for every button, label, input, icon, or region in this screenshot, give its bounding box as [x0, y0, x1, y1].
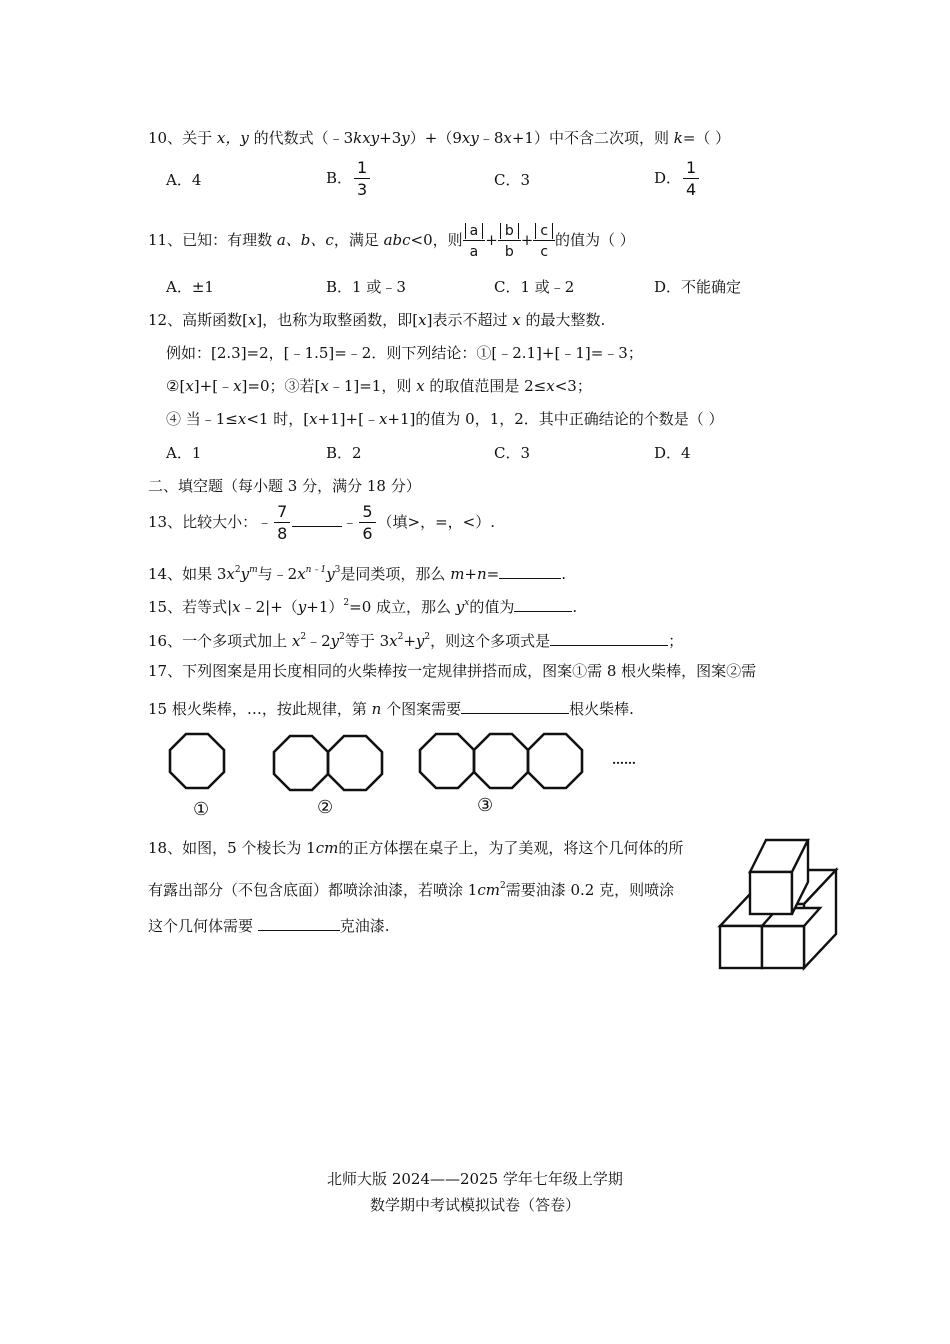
q11-text: 的值为（ ）	[555, 231, 635, 249]
var-x: x	[232, 598, 241, 616]
q10-text: =（ ）	[682, 129, 731, 147]
q18-answer-blank[interactable]	[258, 914, 340, 931]
pattern-label-2: ②	[317, 797, 334, 818]
question-17-line-1: 17、下列图案是用长度相同的火柴棒按一定规律拼搭而成，图案①需 8 根火柴棒，图案②需	[148, 662, 757, 680]
fraction-numerator: 1	[354, 160, 370, 179]
q16-text: 等于 3	[344, 632, 390, 650]
q16-text: ，则这个多项式是	[430, 632, 551, 650]
exponent: 2	[424, 632, 431, 642]
q11-vars: a、b、c	[276, 231, 334, 249]
var-x: x	[546, 377, 555, 395]
option-label: D．	[654, 169, 682, 187]
q10-option-b	[326, 160, 372, 198]
q12-text: <3；	[554, 377, 592, 395]
cube-front-right	[762, 926, 804, 968]
q12-text: 12、高斯函数[	[148, 311, 248, 329]
q10-option-d	[654, 160, 701, 198]
pattern-label-3: ③	[477, 795, 494, 816]
question-11	[148, 218, 635, 262]
exponent: 2	[339, 632, 345, 642]
fraction-denominator: 8	[277, 524, 288, 543]
q15-text: ﹣2|+（	[240, 598, 298, 616]
question-18-line-3	[148, 914, 390, 936]
q15-text: .	[572, 598, 578, 616]
q10-text: ）+（9	[409, 129, 462, 147]
q11-option-c: C．1 或﹣2	[494, 278, 575, 296]
q12-text: <1 时，[	[246, 410, 310, 428]
fraction-numerator: 1	[683, 160, 699, 179]
fraction-denominator: c	[540, 243, 549, 260]
q10-term: xy	[461, 129, 479, 147]
fraction-5-6	[359, 504, 375, 542]
var-x: x	[320, 377, 329, 395]
var-y: y	[330, 632, 340, 650]
exponent: 2	[300, 632, 307, 642]
q14-text: 是同类项，那么	[340, 565, 451, 583]
exponent: 2	[397, 632, 404, 642]
q12-option-b: B．2	[326, 444, 362, 462]
abs-fraction-c	[533, 224, 555, 259]
fraction-7-8	[274, 504, 290, 542]
q13-text: （填>，=，<）.	[377, 513, 495, 531]
var-x: x	[309, 410, 318, 428]
question-10	[148, 128, 730, 148]
q10-text: 的代数式（﹣3	[248, 129, 354, 147]
q10-text: 10、关于	[148, 129, 217, 147]
var-y: y	[455, 598, 465, 616]
q18-text: 需要油漆 0.2 克，则喷涂	[505, 881, 675, 899]
matchstick-pattern-figure	[160, 728, 680, 818]
var-x: x	[185, 377, 194, 395]
question-12-line-1	[148, 310, 605, 330]
q10-term: x	[503, 129, 512, 147]
octagon-pattern-3a	[420, 734, 474, 788]
fraction-denominator: a	[469, 243, 479, 260]
q17-text: 个图案需要	[381, 700, 462, 718]
q12-option-d: D．4	[654, 444, 691, 462]
q15-text: +1）	[306, 598, 344, 616]
cube-top-front-face	[750, 872, 792, 914]
q12-option-a: A．1	[166, 444, 202, 462]
exponent: m	[249, 565, 258, 575]
q12-text: ]+[﹣	[193, 377, 234, 395]
q17-text: 15 根火柴棒，…，按此规律，第	[148, 700, 372, 718]
question-18-line-2	[148, 876, 674, 900]
q11-option-a: A．±1	[166, 278, 214, 296]
octagon-pattern-3b	[474, 734, 528, 788]
octagon-pattern-3c	[528, 734, 582, 788]
question-15	[148, 593, 577, 617]
q17-answer-blank[interactable]	[461, 697, 569, 714]
fraction-denominator: b	[504, 243, 514, 260]
var-x: x	[237, 410, 247, 428]
q10-option-a: A．4	[166, 171, 202, 189]
var-y: y	[326, 565, 335, 583]
q16-text: ；	[668, 632, 684, 650]
pattern-continuation-dots: ……	[612, 753, 636, 767]
octagon-pattern-2a	[274, 736, 328, 790]
q12-text: 的取值范围是 2≤	[424, 377, 547, 395]
question-12-line-2: 例如：[2.3]=2，[﹣1.5]=﹣2．则下列结论：①[﹣2.1]+[﹣1]=﹣3；	[166, 344, 643, 362]
q14-answer-blank[interactable]	[499, 562, 561, 579]
var-n: n	[371, 700, 382, 718]
question-18-line-1	[148, 838, 683, 858]
q15-text: 的值为	[469, 598, 515, 616]
fraction-denominator: 3	[357, 180, 368, 199]
var-x: x	[297, 565, 306, 583]
q10-text: +3	[379, 129, 402, 147]
q18-text: 这个几何体需要	[148, 917, 258, 935]
minus-sign: ﹣	[257, 513, 273, 531]
q12-text: ]表示不超过	[426, 311, 513, 329]
q12-text: +1]+[﹣	[317, 410, 379, 428]
var-x: x	[291, 632, 301, 650]
exponent: x	[464, 598, 470, 608]
exponent: 2	[343, 598, 350, 608]
q12-text: ]=0；③若[	[241, 377, 321, 395]
fraction-numerator: b	[500, 223, 519, 239]
q11-option-d: D．不能确定	[654, 278, 742, 296]
octagon-pattern-2b	[328, 736, 382, 790]
q13-text: 13、比较大小：	[148, 513, 258, 531]
q14-sum: m+n	[450, 565, 487, 583]
q16-text: ﹣2	[306, 632, 331, 650]
q16-text: +	[403, 632, 416, 650]
question-12-line-4	[166, 409, 724, 429]
var-x: x	[233, 377, 242, 395]
abs-fraction-a	[463, 224, 486, 259]
q16-text: 16、一个多项式加上	[148, 632, 292, 650]
question-14	[148, 560, 566, 584]
abs-fraction-b	[498, 224, 521, 259]
q18-text: 克油漆.	[339, 917, 390, 935]
var-x: x	[418, 311, 427, 329]
q14-text: =	[486, 565, 500, 583]
unit-cm: cm	[315, 839, 339, 857]
section-2-heading: 二、填空题（每小题 3 分，满分 18 分）	[148, 477, 421, 495]
option-label: B．	[326, 169, 353, 187]
q12-text: ﹣1]=1，则	[328, 377, 417, 395]
q15-text: =0 成立，那么	[349, 598, 456, 616]
question-12-line-3	[166, 376, 592, 396]
q15-answer-blank[interactable]	[514, 595, 572, 612]
fraction-denominator: 4	[686, 180, 697, 199]
q14-text: .	[561, 565, 566, 583]
q11-option-b: B．1 或﹣3	[326, 278, 406, 296]
q12-text: ②[	[166, 377, 186, 395]
var-y: y	[240, 565, 250, 583]
q12-text: ]，也称为取整函数，即[	[256, 311, 419, 329]
var-y: y	[415, 632, 425, 650]
var-x: x	[416, 377, 425, 395]
q10-text: ﹣8	[478, 129, 504, 147]
exponent: n﹣1	[305, 565, 327, 575]
footer-line-2: 数学期中考试模拟试卷（答卷）	[369, 1196, 580, 1214]
q11-text: <0，则	[410, 231, 463, 249]
exponent: 3	[334, 565, 341, 575]
exponent: 2	[499, 881, 506, 891]
fraction	[354, 160, 370, 198]
cube-front-left	[720, 926, 762, 968]
q12-text: 的最大整数.	[520, 311, 606, 329]
exponent: 2	[234, 565, 241, 575]
q12-text: ④ 当﹣1≤	[166, 410, 238, 428]
q10-term: kxy	[353, 129, 380, 147]
q10-option-c: C．3	[494, 171, 531, 189]
question-17-line-2	[148, 697, 634, 719]
plus-sign: +	[520, 231, 534, 249]
q11-text: ，满足	[333, 231, 384, 249]
q17-text: 根火柴棒.	[569, 700, 634, 718]
cube-stack-figure	[718, 836, 848, 976]
var-x: x	[378, 410, 388, 428]
q11-abc: abc	[383, 231, 411, 249]
q14-text: 与﹣2	[257, 565, 298, 583]
q10-k: k	[673, 129, 683, 147]
var-x: x	[226, 565, 235, 583]
fraction-numerator: a	[465, 223, 484, 239]
q18-text: 的正方体摆在桌子上，为了美观，将这个几何体的所	[338, 839, 684, 857]
q12-text: +1]的值为 0，1，2．其中正确结论的个数是（ ）	[387, 410, 724, 428]
minus-sign: ﹣	[342, 513, 358, 531]
footer-line-1: 北师大版 2024——2025 学年七年级上学期	[327, 1170, 623, 1188]
var-x: x	[247, 311, 257, 329]
q10-vars: x，y	[216, 129, 249, 147]
pattern-label-1: ①	[193, 799, 210, 820]
q12-option-c: C．3	[494, 444, 531, 462]
fraction-denominator: 6	[362, 524, 373, 543]
octagon-pattern-1	[170, 734, 224, 788]
q18-text: 有露出部分（不包含底面）都喷涂油漆，若喷涂 1	[148, 881, 478, 899]
fraction-numerator: 5	[359, 504, 375, 523]
fraction-numerator: 7	[274, 504, 290, 523]
fraction	[683, 160, 699, 198]
q16-answer-blank[interactable]	[550, 629, 668, 646]
q13-answer-blank[interactable]	[292, 510, 342, 527]
q14-text: 14、如果 3	[148, 565, 227, 583]
var-y: y	[297, 598, 307, 616]
q10-term: y	[401, 129, 410, 147]
q11-text: 11、已知：有理数	[148, 231, 277, 249]
q18-text: 18、如图，5 个棱长为 1	[148, 839, 316, 857]
var-x: x	[512, 311, 521, 329]
question-16	[148, 627, 683, 651]
fraction-numerator: c	[535, 223, 553, 239]
q10-text: +1）中不含二次项，则	[511, 129, 674, 147]
q15-text: 15、若等式|	[148, 598, 233, 616]
question-13	[148, 500, 495, 544]
unit-cm: cm	[477, 881, 500, 899]
var-x: x	[389, 632, 398, 650]
plus-sign: +	[485, 231, 498, 249]
